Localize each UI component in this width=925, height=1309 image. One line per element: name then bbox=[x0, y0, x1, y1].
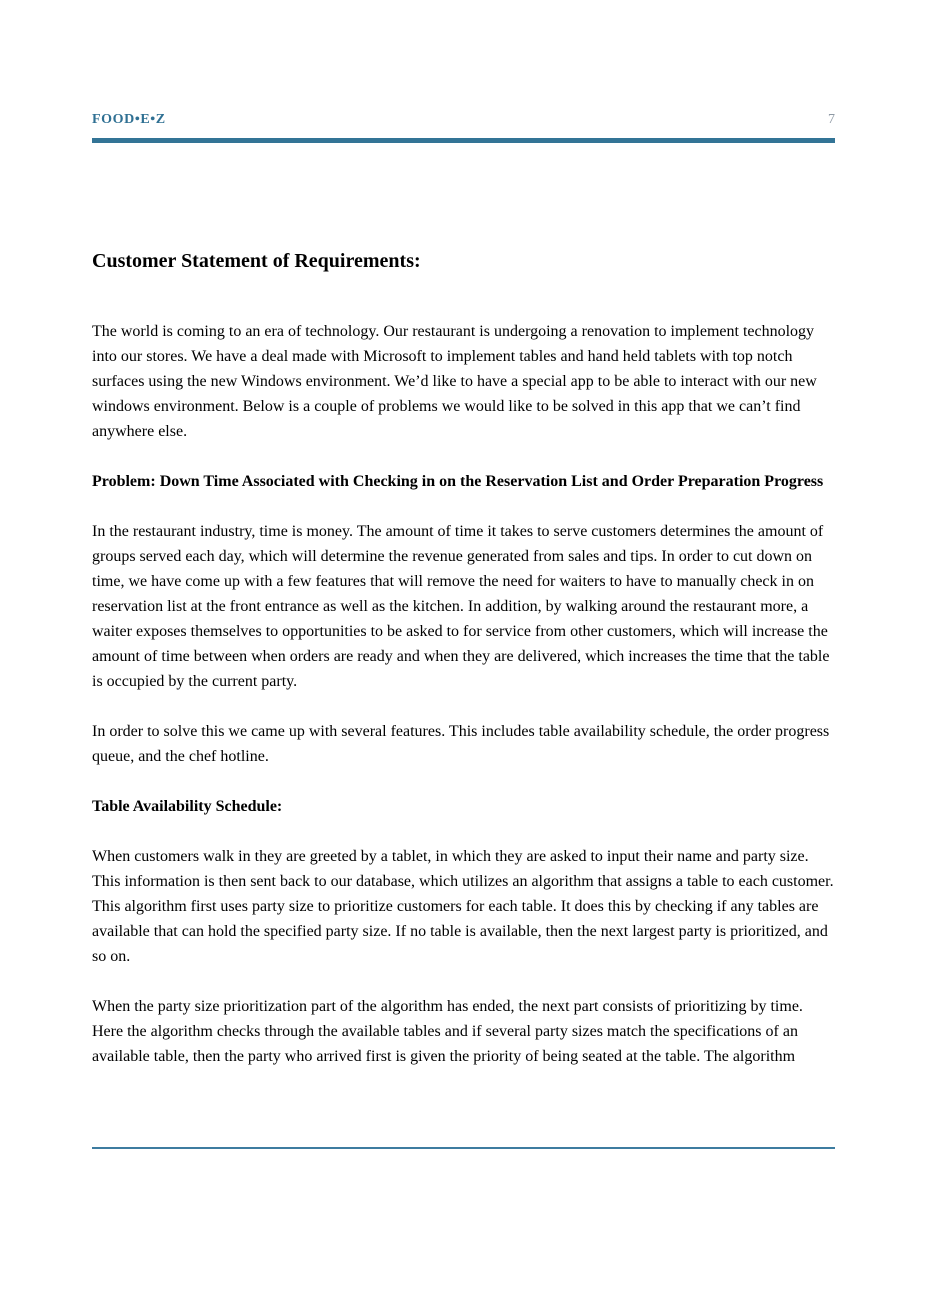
section-heading-table-availability: Table Availability Schedule: bbox=[92, 798, 283, 815]
brand-text: FOOD•E•Z bbox=[92, 112, 166, 127]
header-divider bbox=[92, 138, 835, 143]
body-paragraph: When the party size prioritization part of the algorithm has ended, the next part consists of prioritizing by time. Here the algorithm checks through the available tables and if several party sizes match the specifications of an available table, then the party who arrived first is given the priority of being seated at the table. The algorithm bbox=[92, 998, 803, 1065]
page-header bbox=[92, 110, 835, 143]
header-row bbox=[92, 110, 835, 130]
section-heading-problem: Problem: Down Time Associated with Checking in on the Reservation List and Order Preparation Progress bbox=[92, 473, 824, 490]
body-paragraph: When customers walk in they are greeted by a tablet, in which they are asked to input their name and party size. This information is then sent back to our database, which utilizes an algorithm that assigns a table to each customer. This algorithm first uses party size to prioritize customers for each table. It does this by checking if any tables are available that can hold the specified party size. If no table is available, then the next largest party is prioritized, and so on. bbox=[92, 848, 834, 965]
body-paragraph: The world is coming to an era of technology. Our restaurant is undergoing a renovation to implement technology into our stores. We have a deal made with Microsoft to implement tables and hand held tablets with top notch surfaces using the new Windows environment. We’d like to have a special app to be able to interact with our new windows environment. Below is a couple of problems we would like to be solved in this app that we can’t find anywhere else. bbox=[92, 323, 817, 440]
page-title: Customer Statement of Requirements: bbox=[92, 250, 421, 272]
footer-divider bbox=[92, 1147, 835, 1149]
document-body bbox=[92, 247, 835, 1094]
body-paragraph: In order to solve this we came up with several features. This includes table availability schedule, the order progress queue, and the chef hotline. bbox=[92, 723, 830, 765]
page-number: 7 bbox=[828, 112, 835, 127]
body-paragraph: In the restaurant industry, time is money. The amount of time it takes to serve customers determines the amount of groups served each day, which will determine the revenue generated from sales and tips. In order to cut down on time, we have come up with a few features that will remove the need for waiters to have to manually check in on reservation list at the front entrance as well as the kitchen. In addition, by walking around the restaurant more, a waiter exposes themselves to opportunities to be asked to for service from other customers, which will increase the amount of time between when orders are ready and when they are delivered, which increases the time that the table is occupied by the current party. bbox=[92, 523, 830, 690]
